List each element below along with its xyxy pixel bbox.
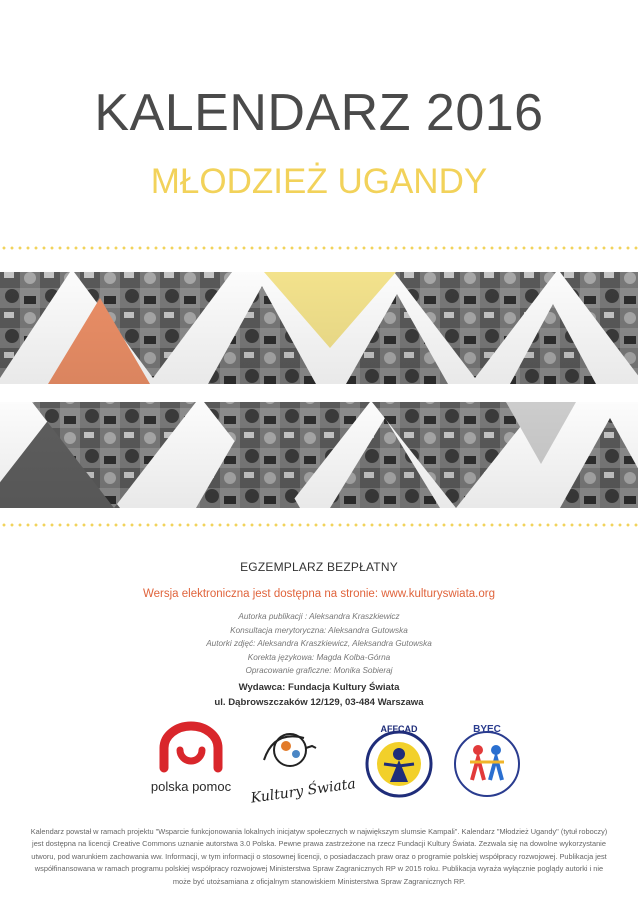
publisher-address: ul. Dąbrowszczaków 12/129, 03-484 Warszawa xyxy=(214,696,424,708)
calendar-title: KALENDARZ 2016 xyxy=(94,84,544,142)
publisher-name: Wydawca: Fundacja Kultury Świata xyxy=(238,682,400,693)
credit-proofreading: Korekta językowa: Magda Kolba-Górna xyxy=(247,652,391,662)
credit-design: Opracowanie graficzne: Monika Sobieraj xyxy=(245,666,393,676)
publisher-block xyxy=(0,681,638,710)
byec-logo xyxy=(448,722,526,804)
polska-pomoc-logo xyxy=(146,728,236,794)
mosaic-row-1 xyxy=(0,272,638,384)
credits-block xyxy=(0,610,638,678)
byec-text: BYEC xyxy=(473,724,501,735)
photo-mosaic xyxy=(0,268,638,516)
credit-photos: Autorki zdjęć: Aleksandra Kraszkiewicz, Aleksandra Gutowska xyxy=(206,639,432,649)
dotted-divider-top xyxy=(0,245,638,251)
byec-emblem xyxy=(448,722,526,804)
kultury-swiata-text: Kultury Świata xyxy=(249,776,357,807)
kultury-swiata-emblem xyxy=(244,720,357,808)
logos-row xyxy=(0,720,638,810)
free-copy-label: EGZEMPLARZ BEZPŁATNY xyxy=(240,560,398,574)
affcad-text: AFFCAD xyxy=(380,724,418,734)
mosaic-row-2 xyxy=(0,402,638,508)
kultury-swiata-logo xyxy=(244,720,357,808)
credit-author: Autorka publikacji : Aleksandra Kraszkiewicz xyxy=(238,612,400,621)
affcad-logo xyxy=(360,722,438,804)
affcad-emblem xyxy=(360,722,438,804)
footer-disclaimer: Kalendarz powstał w ramach projektu "Wsparcie funkcjonowania lokalnych inicjatyw społecznych w największym slumsie Kampali". Kalendarz "Młodzież Ugandy" (tytuł roboczy) jest dostępna na licencji Creative Commons uznanie autorstwa 3.0 Polska. Pewne prawa zastrzeżone na rzecz Fundacji Kultury Świata. Zezwala się na dowolne wykorzystanie utworu, pod warunkiem zachowania ww. Informacji, w tym informacji o stosownej licencji, o posiadaczach praw oraz o programie polskiej współpracy rozwojowej. Publikacja jest współfinansowana w ramach programu polskiej współpracy rozwojowej Ministerstwa Spraw Zagranicznych RP w 2015 roku. Publikacja wyraża wyłącznie poglądy autorki i nie może być utożsamiana z oficjalnym stanowiskiem Ministerstwa Spraw Zagranicznych RP. xyxy=(30,827,608,886)
credit-consultation: Konsultacja merytoryczna: Aleksandra Gutowska xyxy=(230,625,408,635)
polska-pomoc-text: polska pomoc xyxy=(150,779,232,794)
online-version-text: Wersja elektroniczna jest dostępna na stronie: www.kulturyswiata.org xyxy=(143,588,495,600)
dotted-divider-bottom xyxy=(0,522,638,528)
calendar-subtitle: MŁODZIEŻ UGANDY xyxy=(150,162,488,201)
polska-pomoc-icon xyxy=(146,728,236,772)
